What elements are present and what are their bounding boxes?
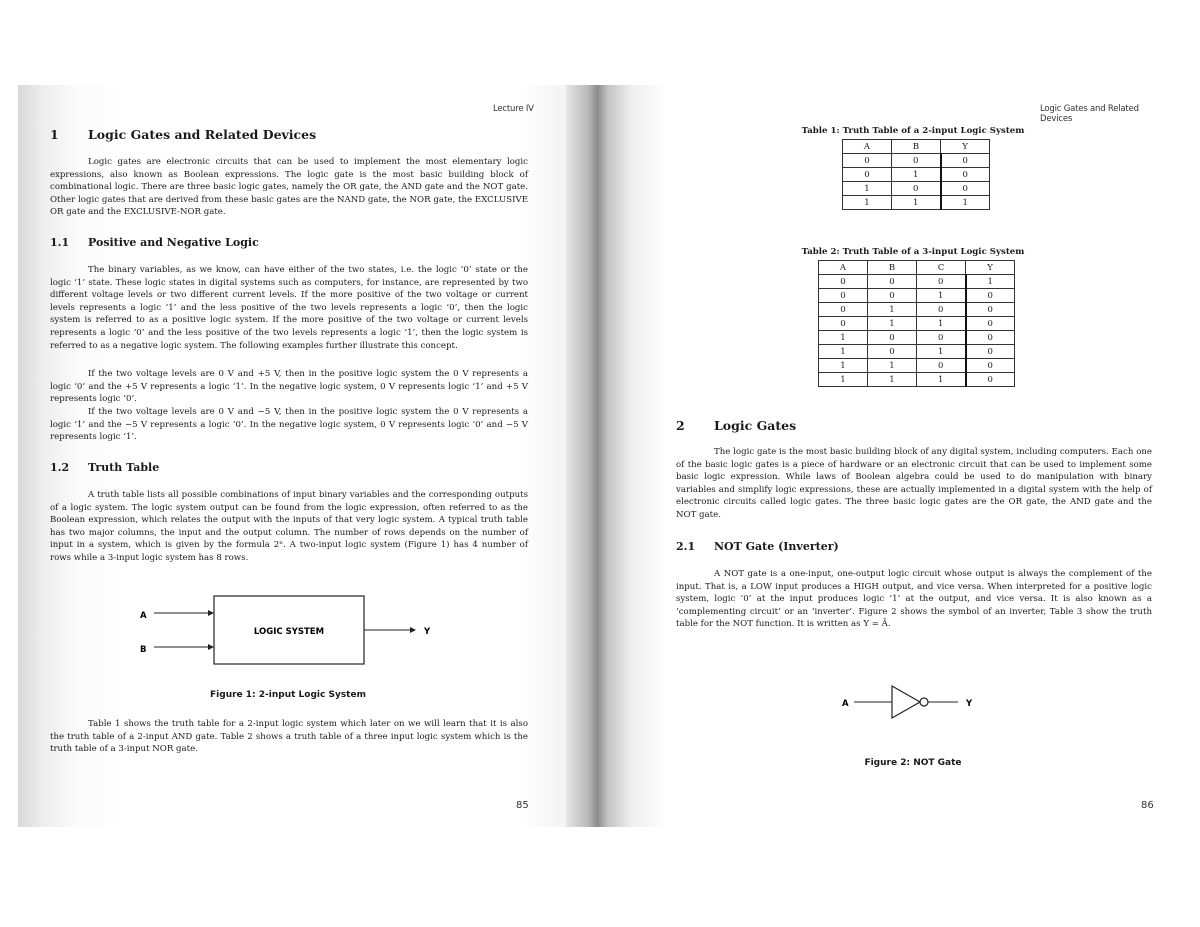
table-cell: 0: [966, 359, 1015, 373]
table-header-cell: Y: [966, 261, 1015, 275]
table-cell: 0: [917, 275, 966, 289]
right-page: [598, 85, 1166, 827]
running-header: Lecture IV: [493, 104, 534, 114]
figure-2-input-label: A: [842, 699, 849, 709]
figure-2-output-label: Y: [966, 699, 973, 709]
table-cell: 1: [917, 373, 966, 387]
table-cell: 1: [892, 168, 941, 182]
inversion-bubble-icon: [920, 698, 928, 706]
table-cell: 1: [917, 345, 966, 359]
table-row: [843, 196, 990, 210]
section-heading-2: [676, 418, 796, 433]
table-cell: 0: [966, 303, 1015, 317]
table-row: [843, 182, 990, 196]
table-cell: 0: [868, 289, 917, 303]
table-cell: 1: [917, 317, 966, 331]
table-header-row: [819, 261, 1015, 275]
table-2-truth-table: [818, 260, 1015, 387]
table-cell: 0: [892, 182, 941, 196]
table-cell: 0: [819, 289, 868, 303]
table-row: [819, 317, 1015, 331]
table-cell: 1: [868, 317, 917, 331]
table-cell: 1: [868, 303, 917, 317]
page-number: 85: [516, 800, 529, 811]
section-heading-1: [50, 127, 316, 142]
example-paragraph-1: If the two voltage levels are 0 V and +5 V, then in the positive logic system the 0 V represents a logic ‘0’ and the +5 V represents a logic ‘1’. In the negative logic system, 0 V represents logic ‘1’ and +5 V represents logic ‘0’.: [50, 369, 528, 405]
table-cell: 0: [868, 331, 917, 345]
table-cell: 0: [966, 289, 1015, 303]
section-heading-1-1: [50, 236, 259, 249]
table-1-caption: Table 1: Truth Table of a 2-input Logic System: [801, 126, 1025, 136]
section-title: Truth Table: [88, 461, 160, 474]
arrowhead-icon: [208, 610, 214, 616]
table-cell: 0: [966, 373, 1015, 387]
figure-2-not-gate-symbol: [838, 681, 988, 725]
example-paragraph-2: If the two voltage levels are 0 V and −5 V, then in the positive logic system the 0 V represents a logic ‘1’ and the −5 V represents a logic ‘0’. In the negative logic system, 0 V represents logic ‘0’ and −5 V represents logic ‘1’.: [50, 407, 528, 443]
table-cell: 1: [819, 331, 868, 345]
table-row: [819, 289, 1015, 303]
table-row: [843, 154, 990, 168]
figure-2-caption: Figure 2: NOT Gate: [864, 758, 962, 768]
table-header-cell: A: [843, 140, 892, 154]
table-cell: 1: [892, 196, 941, 210]
closing-paragraph: Table 1 shows the truth table for a 2-input logic system which later on we will learn that it is also the truth table of a 2-input AND gate. Table 2 shows a truth table of a three input logic system which is the truth table of a 3-input NOR gate.: [50, 719, 528, 755]
section-title: Logic Gates: [714, 418, 797, 433]
logic-system-label: LOGIC SYSTEM: [253, 627, 325, 637]
section-title: Logic Gates and Related Devices: [88, 127, 317, 142]
page-number: 86: [1141, 800, 1154, 811]
table-cell: 1: [843, 182, 892, 196]
intro-paragraph: Logic gates are electronic circuits that can be used to implement the most elementary logic expressions, also known as Boolean expressions. The logic gate is the most basic building block of combinational logic. There are three basic logic gates, namely the OR gate, the AND gate and the NOT gate. Other logic gates that are derived from these basic gates are the NAND gate, the NOR gate, the EXCLUSIVE OR gate and the EXCLUSIVE-NOR gate.: [50, 157, 528, 218]
table-cell: 1: [819, 359, 868, 373]
table-cell: 0: [917, 359, 966, 373]
arrowhead-icon: [208, 644, 214, 650]
table-header-cell: Y: [941, 140, 990, 154]
section-number: 1.1: [50, 236, 70, 249]
table-cell: 1: [966, 275, 1015, 289]
section-heading-1-2: [50, 461, 159, 474]
table-cell: 0: [941, 154, 990, 168]
section-number: 1: [50, 127, 59, 142]
section-heading-2-1: [676, 540, 839, 553]
table-cell: 0: [843, 168, 892, 182]
table-cell: 0: [941, 182, 990, 196]
table-cell: 1: [819, 345, 868, 359]
figure-1-output-label: Y: [424, 627, 431, 637]
table-cell: 0: [917, 331, 966, 345]
positive-negative-paragraph: The binary variables, as we know, can have either of the two states, i.e. the logic ‘0’ state or the logic ‘1’ state. These logic states in digital systems such as computers, for instance, are represented by two different voltage levels or two different current levels. If the more positive of the two voltage or current levels represents a logic ‘1’ and the less positive of the two levels represents a logic ‘0’, then the logic system is referred to as a positive logic system. If the more positive of the two voltage or current levels represents a logic ‘0’ and the less positive of the two levels represents a logic ‘1’, then the logic system is referred to as a negative logic system. The following examples further illustrate this concept.: [50, 265, 528, 351]
figure-1-input-b-label: B: [140, 645, 147, 655]
table-header-cell: B: [892, 140, 941, 154]
table-header-cell: C: [917, 261, 966, 275]
figure-1-logic-system-diagram: [118, 590, 458, 670]
not-gate-paragraph: A NOT gate is a one-input, one-output logic circuit whose output is always the complement of the input. That is, a LOW input produces a HIGH output, and vice versa. When interpreted for a positive logic system, logic ‘0’ at the input produces logic ‘1’ at the output, and vice versa. It is also known as a ‘complementing circuit’ or an ‘inverter’. Figure 2 shows the symbol of an inverter, Table 3 show the truth table for the NOT function. It is written as Y = Ā.: [676, 569, 1152, 630]
table-cell: 0: [868, 275, 917, 289]
arrowhead-icon: [410, 627, 416, 633]
table-cell: 0: [819, 303, 868, 317]
table-header-row: [843, 140, 990, 154]
section-number: 1.2: [50, 461, 70, 474]
table-cell: 1: [917, 289, 966, 303]
table-cell: 0: [819, 275, 868, 289]
section-number: 2.1: [676, 540, 696, 553]
figure-1-caption: Figure 1: 2-input Logic System: [210, 690, 366, 700]
table-cell: 1: [843, 196, 892, 210]
table-cell: 0: [819, 317, 868, 331]
figure-1-input-a-label: A: [140, 611, 147, 621]
table-cell: 0: [966, 317, 1015, 331]
table-cell: 1: [868, 373, 917, 387]
table-cell: 1: [941, 196, 990, 210]
table-row: [819, 303, 1015, 317]
table-row: [819, 359, 1015, 373]
table-cell: 0: [868, 345, 917, 359]
section-title: Positive and Negative Logic: [88, 236, 259, 249]
running-header: Logic Gates and Related Devices: [1040, 104, 1139, 124]
table-header-cell: A: [819, 261, 868, 275]
table-row: [819, 331, 1015, 345]
table-row: [819, 345, 1015, 359]
section-number: 2: [676, 418, 685, 433]
logic-gates-paragraph: The logic gate is the most basic building block of any digital system, including computers. Each one of the basic logic gates is a piece of hardware or an electronic circuit that can be used to implement some basic logic expression. While laws of Boolean algebra could be used to do manipulation with binary variables and simplify logic expressions, these are actually implemented in a digital system with the help of electronic circuits called logic gates. The three basic logic gates are the OR gate, the AND gate and the NOT gate.: [676, 447, 1152, 520]
table-header-cell: B: [868, 261, 917, 275]
not-gate-triangle-icon: [892, 686, 920, 718]
truth-table-paragraph: A truth table lists all possible combinations of input binary variables and the corresponding outputs of a logic system. The logic system output can be found from the logic expression, often referred to as the Boolean expression, which relates the output with the inputs of that very logic system. A typical truth table has two major columns, the input and the output column. The number of rows depends on the number of input in a system, which is given by the formula 2ⁿ. A two-input logic system (Figure 1) has 4 number of rows while a 3-input logic system has 8 rows.: [50, 490, 528, 563]
table-1-truth-table: [842, 139, 990, 210]
table-cell: 0: [966, 345, 1015, 359]
table-row: [819, 275, 1015, 289]
table-row: [843, 168, 990, 182]
table-cell: 0: [892, 154, 941, 168]
table-cell: 1: [819, 373, 868, 387]
left-page: [18, 85, 598, 827]
table-cell: 0: [843, 154, 892, 168]
table-row: [819, 373, 1015, 387]
section-title: NOT Gate (Inverter): [714, 540, 839, 553]
table-cell: 1: [868, 359, 917, 373]
table-cell: 0: [917, 303, 966, 317]
table-cell: 0: [941, 168, 990, 182]
table-cell: 0: [966, 331, 1015, 345]
table-2-caption: Table 2: Truth Table of a 3-input Logic System: [801, 247, 1025, 257]
